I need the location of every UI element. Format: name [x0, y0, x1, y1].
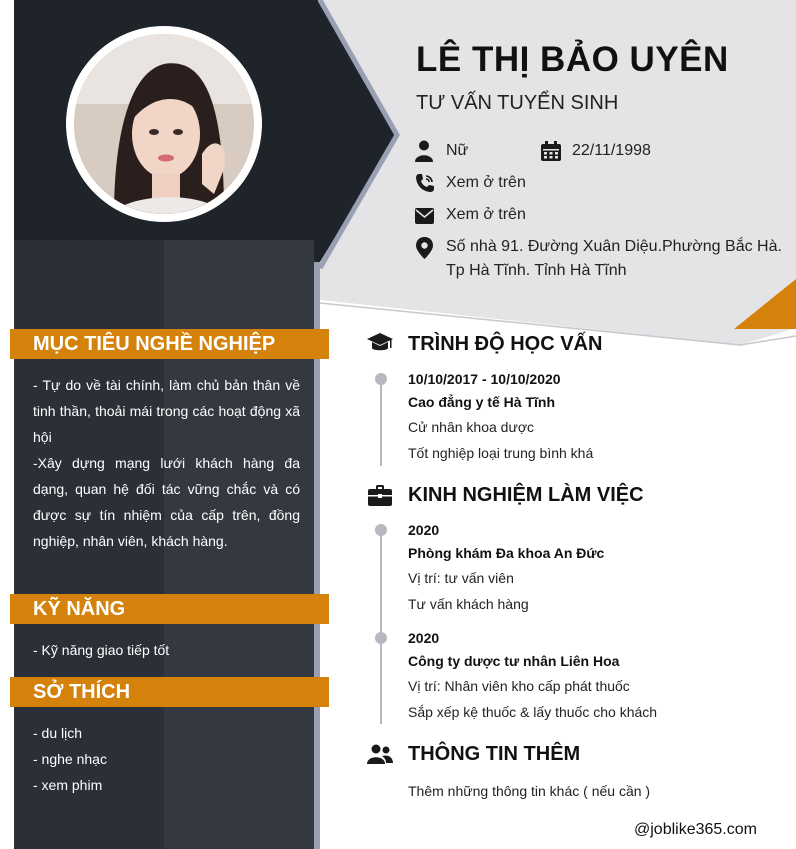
email-value: Xem ở trên	[446, 206, 526, 223]
job-description: Tư vấn khách hàng	[408, 596, 529, 612]
graduation-cap-icon	[367, 333, 393, 355]
timeline-dot	[375, 524, 387, 536]
education-heading: TRÌNH ĐỘ HỌC VẤN	[408, 333, 603, 355]
hobby-item: - nghe nhạc	[33, 751, 107, 767]
footer-watermark: @joblike365.com	[634, 821, 757, 838]
education-note: Tốt nghiệp loại trung bình khá	[408, 445, 594, 461]
education-period: 10/10/2017 - 10/10/2020	[408, 371, 561, 387]
objective-paragraph-2: -Xây dựng mạng lưới khách hàng đa dạng, quan hệ đối tác vững chắc và có được sự tín nhiệm của cấp trên, đồng nghiệp, nhân viên, khách hàng.	[33, 455, 300, 549]
skills-heading: KỸ NĂNG	[10, 594, 329, 624]
extra-heading: THÔNG TIN THÊM	[408, 743, 581, 765]
calendar-icon	[541, 141, 561, 161]
location-icon	[416, 237, 433, 259]
extra-text: Thêm những thông tin khác ( nếu cần )	[408, 783, 651, 799]
mail-icon	[415, 208, 434, 224]
job-description: Sắp xếp kệ thuốc & lấy thuốc cho khách	[408, 704, 658, 720]
objective-heading: MỤC TIÊU NGHỀ NGHIỆP	[10, 329, 329, 359]
hobbies-heading: SỞ THÍCH	[10, 677, 329, 707]
user-icon	[415, 140, 433, 162]
phone-value: Xem ở trên	[446, 174, 526, 191]
users-icon	[367, 744, 393, 766]
candidate-name: LÊ THỊ BẢO UYÊN	[416, 40, 729, 79]
education-timeline	[380, 380, 382, 466]
job-company: Phòng khám Đa khoa An Đức	[408, 545, 605, 561]
job-title: TƯ VẤN TUYỂN SINH	[416, 92, 619, 114]
job-company: Công ty dược tư nhân Liên Hoa	[408, 653, 620, 669]
address-line-2: Tp Hà Tĩnh. Tỉnh Hà Tĩnh	[446, 262, 627, 279]
education-school: Cao đẳng y tế Hà Tĩnh	[408, 394, 556, 410]
avatar	[74, 34, 254, 214]
job-year: 2020	[408, 630, 440, 646]
job-year: 2020	[408, 522, 440, 538]
experience-heading: KINH NGHIỆM LÀM VIỆC	[408, 484, 644, 506]
job-role: Vị trí: Nhân viên kho cấp phát thuốc	[408, 678, 630, 694]
experience-timeline	[380, 530, 382, 724]
education-major: Cử nhân khoa dược	[408, 419, 534, 435]
phone-icon	[415, 173, 435, 193]
birthday-value: 22/11/1998	[572, 142, 651, 159]
objective-paragraph-1: - Tự do về tài chính, làm chủ bản thân về tinh thần, thoải mái trong các hoạt động xã hội	[33, 377, 300, 445]
gender-value: Nữ	[446, 142, 469, 159]
hobby-item: - xem phim	[33, 777, 103, 793]
hobby-item: - du lịch	[33, 725, 83, 741]
address-line-1: Số nhà 91. Đường Xuân Diệu.Phường Bắc Hà.	[446, 238, 782, 255]
skill-item: - Kỹ năng giao tiếp tốt	[33, 642, 170, 658]
timeline-dot	[375, 373, 387, 385]
job-role: Vị trí: tư vấn viên	[408, 570, 514, 586]
timeline-dot	[375, 632, 387, 644]
briefcase-icon	[368, 485, 392, 506]
